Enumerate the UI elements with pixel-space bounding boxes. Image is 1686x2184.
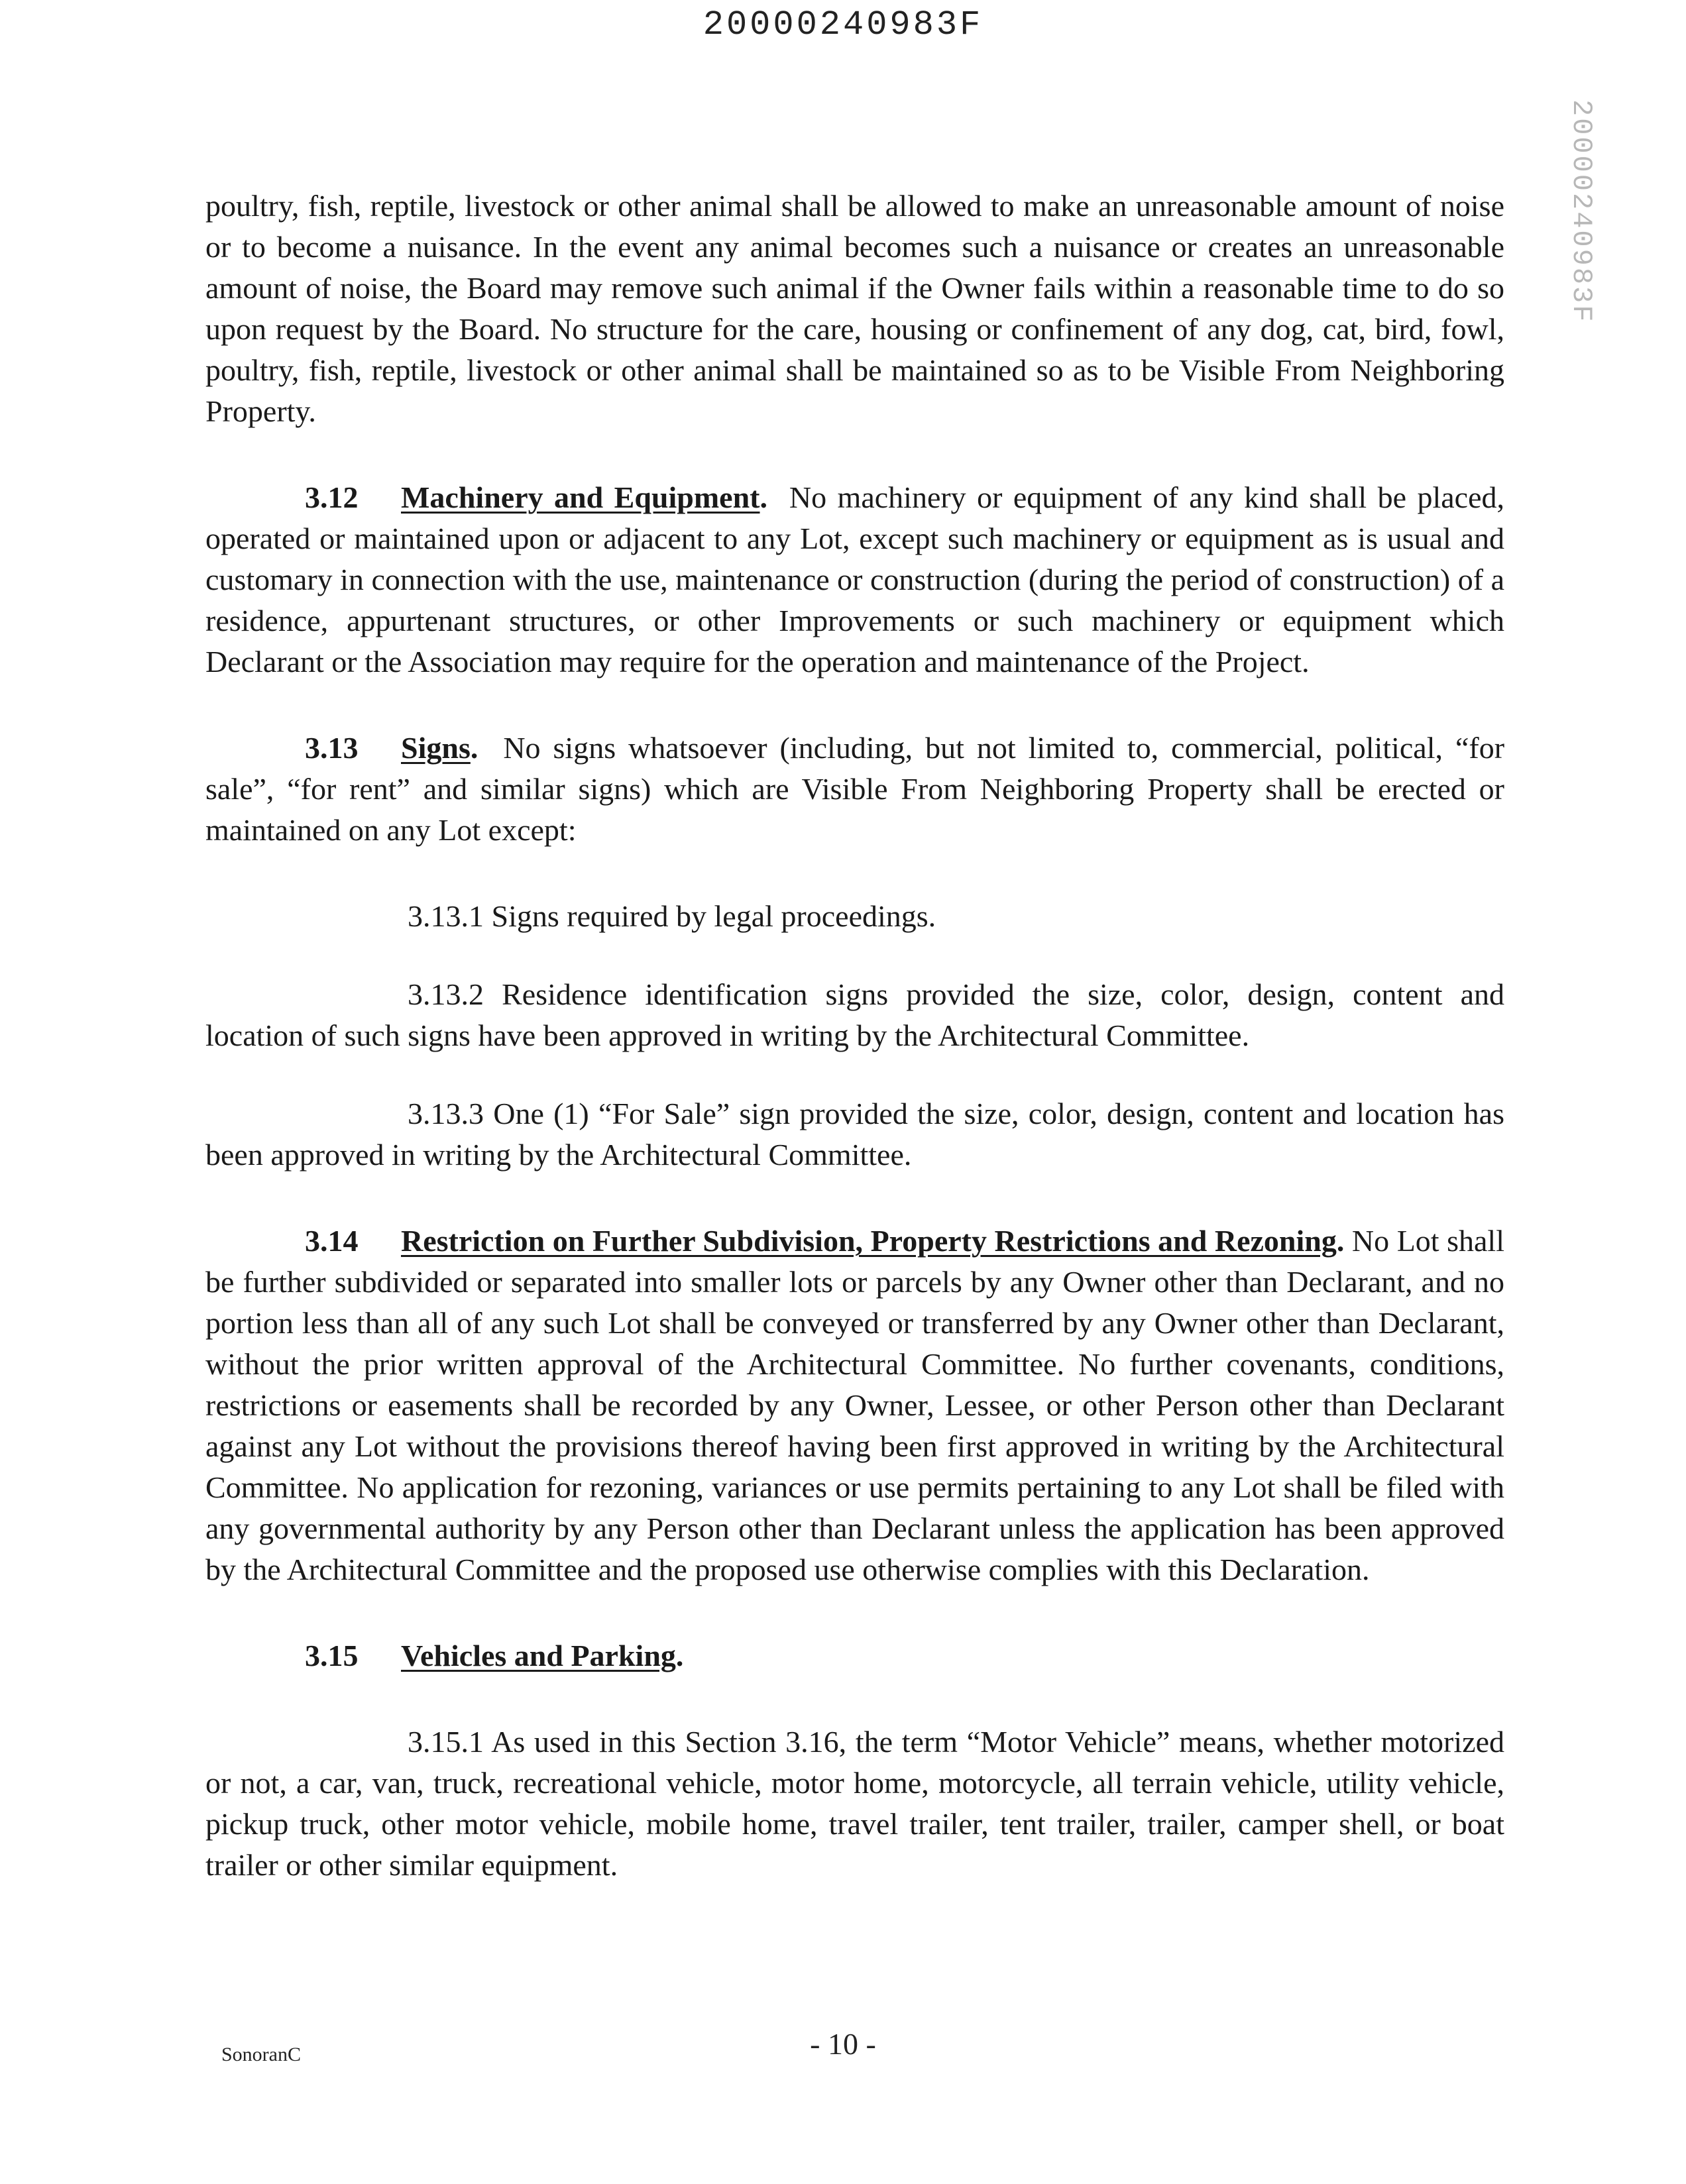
section-3-14: 3.14 Restriction on Further Subdivision, Property Restrictions and Rezoning. No Lot shall be further subdivided or separated into smaller lots or parcels by any Owner other than Declarant, and no portion less than all of any such Lot shall be conveyed or transferred by any Owner other than Declarant, without the prior written approval of the Architectural Committee. No further covenants, conditions, restrictions or easements shall be recorded by any Owner, Lessee, or other Person other than Declarant against any Lot without the provisions thereof having been first approved in writing by the Architectural Committee. No application for rezoning, variances or use permits pertaining to any Lot shall be filed with any governmental authority by any Person other than Declarant unless the application has been approved by the Architectural Committee and the proposed use otherwise complies with this Declaration. [205, 1221, 1504, 1590]
section-title: Signs [401, 731, 471, 765]
document-id-header: 20000240983F [702, 5, 984, 44]
section-3-15: 3.15 Vehicles and Parking. [205, 1635, 1504, 1676]
section-number: 3.15 [305, 1639, 359, 1672]
page-number: - 10 - [810, 2027, 876, 2061]
subsection-3-15-1: 3.15.1 As used in this Section 3.16, the term “Motor Vehicle” means, whether motorized or not, a car, van, truck, recreational vehicle, motor home, motorcycle, all terrain vehicle, utility vehicle, pickup truck, other motor vehicle, mobile home, travel trailer, tent trailer, trailer, camper shell, or boat trailer or other similar equipment. [205, 1725, 1504, 1882]
document-body [205, 186, 1504, 1886]
subsection-3-13-2: 3.13.2 Residence identification signs provided the size, color, design, content and location of such signs have been approved in writing by the Architectural Committee. [205, 977, 1504, 1052]
section-3-13: 3.13 Signs. No signs whatsoever (including, but not limited to, commercial, political, “for sale”, “for rent” and similar signs) which are Visible From Neighboring Property shall be erected or maintained on any Lot except: [205, 728, 1504, 851]
section-text: No machinery or equipment of any kind shall be placed, operated or maintained upon or adjacent to any Lot, except such machinery or equipment as is usual and customary in connection with the use, maintenance or construction (during the period of construction) of a residence, appurtenant structures, or other Improvements or such machinery or equipment which Declarant or the Association may require for the operation and maintenance of the Project. [205, 480, 1505, 679]
section-number: 3.14 [305, 1224, 359, 1258]
subsection-3-13-1: 3.13.1 Signs required by legal proceedings. [408, 899, 936, 933]
subsection-3-13-3: 3.13.3 One (1) “For Sale” sign provided the size, color, design, content and location has been approved in writing by the Architectural Committee. [205, 1097, 1504, 1172]
section-title: Machinery and Equipment [401, 480, 760, 514]
footer-file-label: SonoranC [221, 2044, 301, 2065]
section-title: Vehicles and Parking [401, 1639, 676, 1672]
side-stamp-text: 20000240983F [1565, 99, 1597, 324]
section-text: No signs whatsoever (including, but not limited to, commercial, political, “for sale”, “for rent” and similar signs) which are Visible From Neighboring Property shall be erected or maintained on any Lot except: [205, 731, 1505, 847]
section-text: No Lot shall be further subdivided or separated into smaller lots or parcels by any Owner other than Declarant, and no portion less than all of any such Lot shall be conveyed or transferred by any Owner other than Declarant, without the prior written approval of the Architectural Committee. No further covenants, conditions, restrictions or easements shall be recorded by any Owner, Lessee, or other Person other than Declarant against any Lot without the provisions thereof having been first approved in writing by the Architectural Committee. No application for rezoning, variances or use permits pertaining to any Lot shall be filed with any governmental authority by any Person other than Declarant unless the application has been approved by the Architectural Committee and the proposed use otherwise complies with this Declaration. [205, 1224, 1504, 1586]
section-number: 3.13 [305, 731, 359, 765]
section-title: Restriction on Further Subdivision, Property Restrictions and Rezoning [401, 1224, 1337, 1258]
section-3-12: 3.12 Machinery and Equipment. No machinery or equipment of any kind shall be placed, operated or maintained upon or adjacent to any Lot, except such machinery or equipment as is usual and customary in connection with the use, maintenance or construction (during the period of construction) of a residence, appurtenant structures, or other Improvements or such machinery or equipment which Declarant or the Association may require for the operation and maintenance of the Project. [205, 477, 1504, 682]
side-recording-stamp [1564, 99, 1597, 324]
section-number: 3.12 [305, 480, 359, 514]
intro-paragraph: poultry, fish, reptile, livestock or other animal shall be allowed to make an unreasonable amount of noise or to become a nuisance. In the event any animal becomes such a nuisance or creates an unreasonable amount of noise, the Board may remove such animal if the Owner fails within a reasonable time to do so upon request by the Board. No structure for the care, housing or confinement of any dog, cat, bird, fowl, poultry, fish, reptile, livestock or other animal shall be maintained so as to be Visible From Neighboring Property. [205, 189, 1504, 428]
